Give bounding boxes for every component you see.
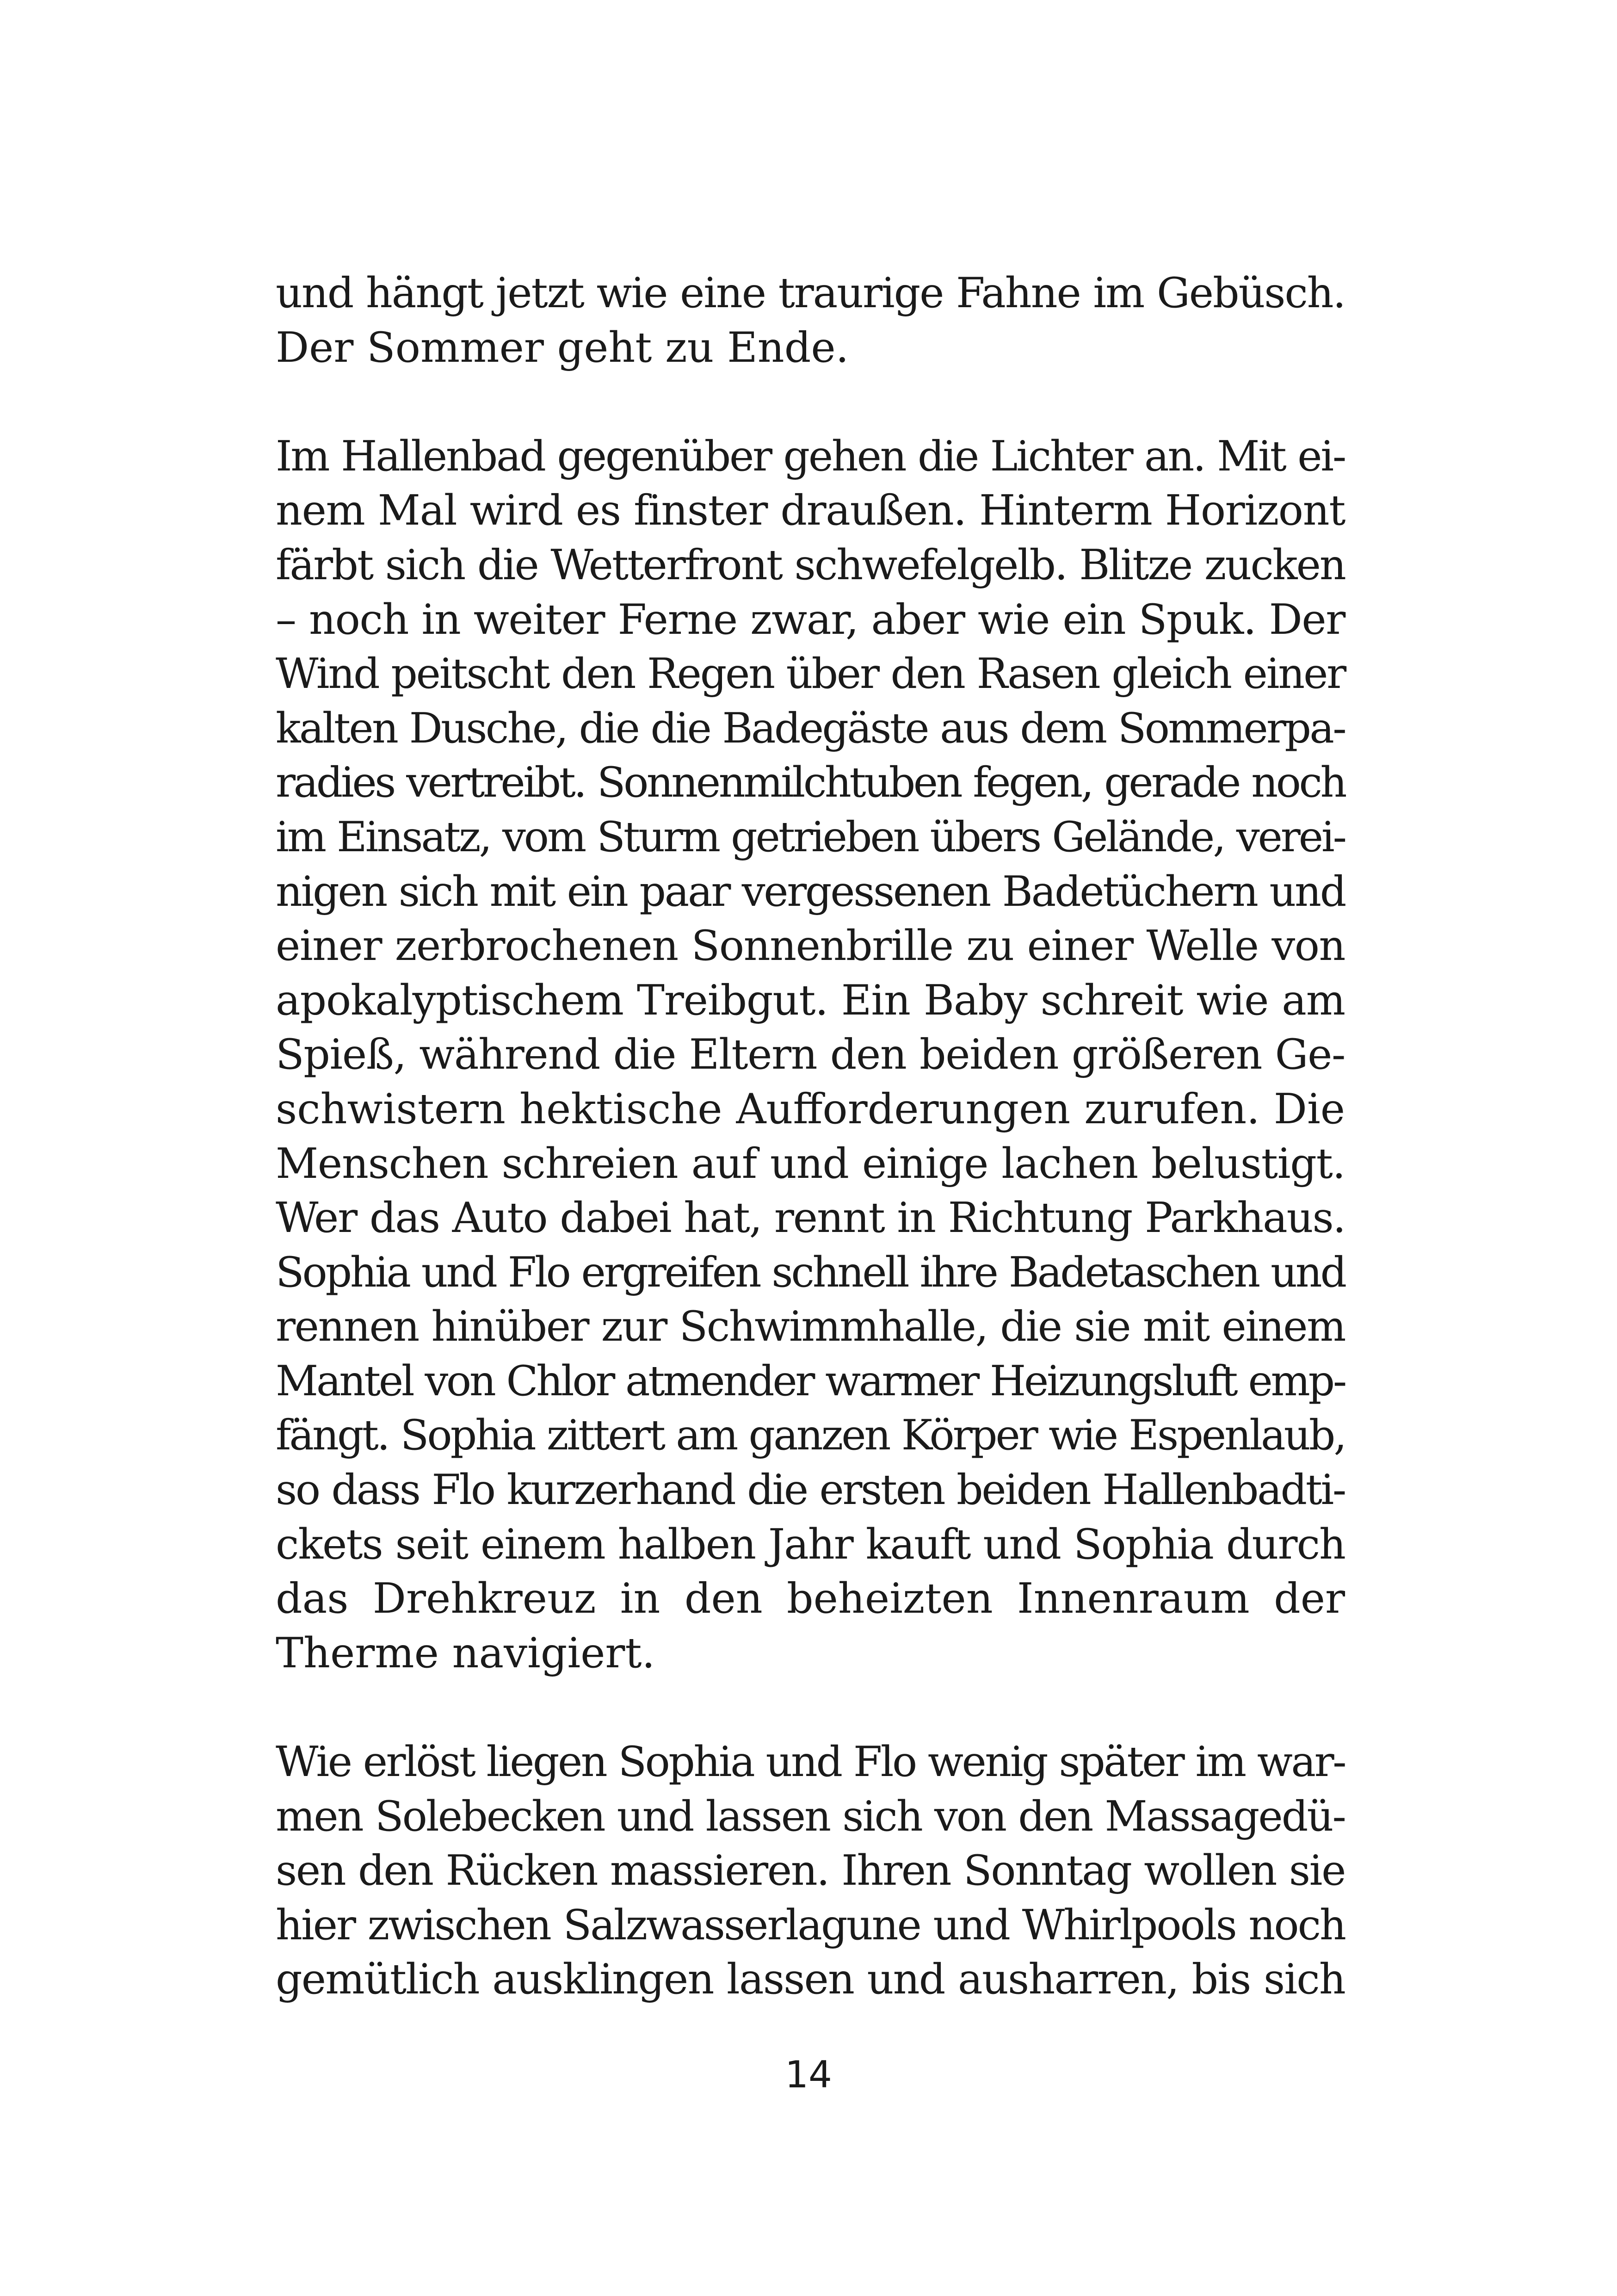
body-text bbox=[276, 266, 1345, 2007]
text-line: und hängt jetzt wie eine traurige Fahne im Gebüsch. bbox=[276, 269, 1345, 317]
text-line: Wie erlöst liegen Sophia und Flo wenig später im war- bbox=[276, 1738, 1345, 1787]
text-line: apokalyptischem Treibgut. Ein Baby schreit wie am bbox=[276, 976, 1345, 1025]
text-line: radies vertreibt. Sonnenmilchtuben fegen, gerade noch bbox=[276, 758, 1345, 807]
text-line: men Solebecken und lassen sich von den Massagedü- bbox=[276, 1792, 1345, 1841]
text-line: ckets seit einem halben Jahr kauft und Sophia durch bbox=[276, 1520, 1345, 1569]
paragraph-gap bbox=[276, 375, 1345, 429]
text-line: Therme navigiert. bbox=[276, 1628, 655, 1677]
text-line: schwistern hektische Aufforderungen zurufen. Die bbox=[276, 1084, 1345, 1133]
text-line: Im Hallenbad gegenüber gehen die Lichter an. Mit ei- bbox=[276, 432, 1345, 481]
text-line: so dass Flo kurzerhand die ersten beiden Hallenbadti- bbox=[276, 1466, 1345, 1515]
paragraph-3 bbox=[276, 1735, 1345, 2007]
text-line: nem Mal wird es finster draußen. Hinterm Horizont bbox=[276, 486, 1345, 535]
text-line: Der Sommer geht zu Ende. bbox=[276, 323, 849, 372]
text-line: hier zwischen Salzwasserlagune und Whirlpools noch bbox=[276, 1900, 1345, 1949]
text-line: im Einsatz, vom Sturm getrieben übers Gelände, verei- bbox=[276, 812, 1345, 861]
text-line: das Drehkreuz in den beheizten Innenraum der bbox=[276, 1574, 1345, 1623]
text-line: Mantel von Chlor atmender warmer Heizungsluft emp- bbox=[276, 1356, 1345, 1405]
text-line: gemütlich ausklingen lassen und ausharren, bis sich bbox=[276, 1955, 1345, 2004]
text-line: färbt sich die Wetterfront schwefelgelb. Blitze zucken bbox=[276, 540, 1345, 589]
text-line: Menschen schreien auf und einige lachen belustigt. bbox=[276, 1139, 1345, 1188]
paragraph-1 bbox=[276, 266, 1345, 375]
text-line: rennen hinüber zur Schwimmhalle, die sie mit einem bbox=[276, 1302, 1345, 1351]
paragraph-gap bbox=[276, 1680, 1345, 1735]
text-line: sen den Rücken massieren. Ihren Sonntag wollen sie bbox=[276, 1846, 1345, 1895]
text-line: – noch in weiter Ferne zwar, aber wie ein Spuk. Der bbox=[276, 595, 1345, 644]
text-line: Sophia und Flo ergreifen schnell ihre Badetaschen und bbox=[276, 1248, 1345, 1297]
text-line: Spieß, während die Eltern den beiden größeren Ge- bbox=[276, 1030, 1345, 1079]
paragraph-2 bbox=[276, 429, 1345, 1681]
text-line: Wind peitscht den Regen über den Rasen gleich einer bbox=[276, 650, 1345, 699]
text-line: fängt. Sophia zittert am ganzen Körper wie Espenlaub, bbox=[276, 1411, 1345, 1460]
text-line: Wer das Auto dabei hat, rennt in Richtung Parkhaus. bbox=[276, 1194, 1345, 1243]
text-line: nigen sich mit ein paar vergessenen Badetüchern und bbox=[276, 867, 1345, 916]
text-line: kalten Dusche, die die Badegäste aus dem Sommerpa- bbox=[276, 704, 1345, 753]
text-line: einer zerbrochenen Sonnenbrille zu einer Welle von bbox=[276, 922, 1345, 971]
page-number: 14 bbox=[785, 2053, 832, 2096]
